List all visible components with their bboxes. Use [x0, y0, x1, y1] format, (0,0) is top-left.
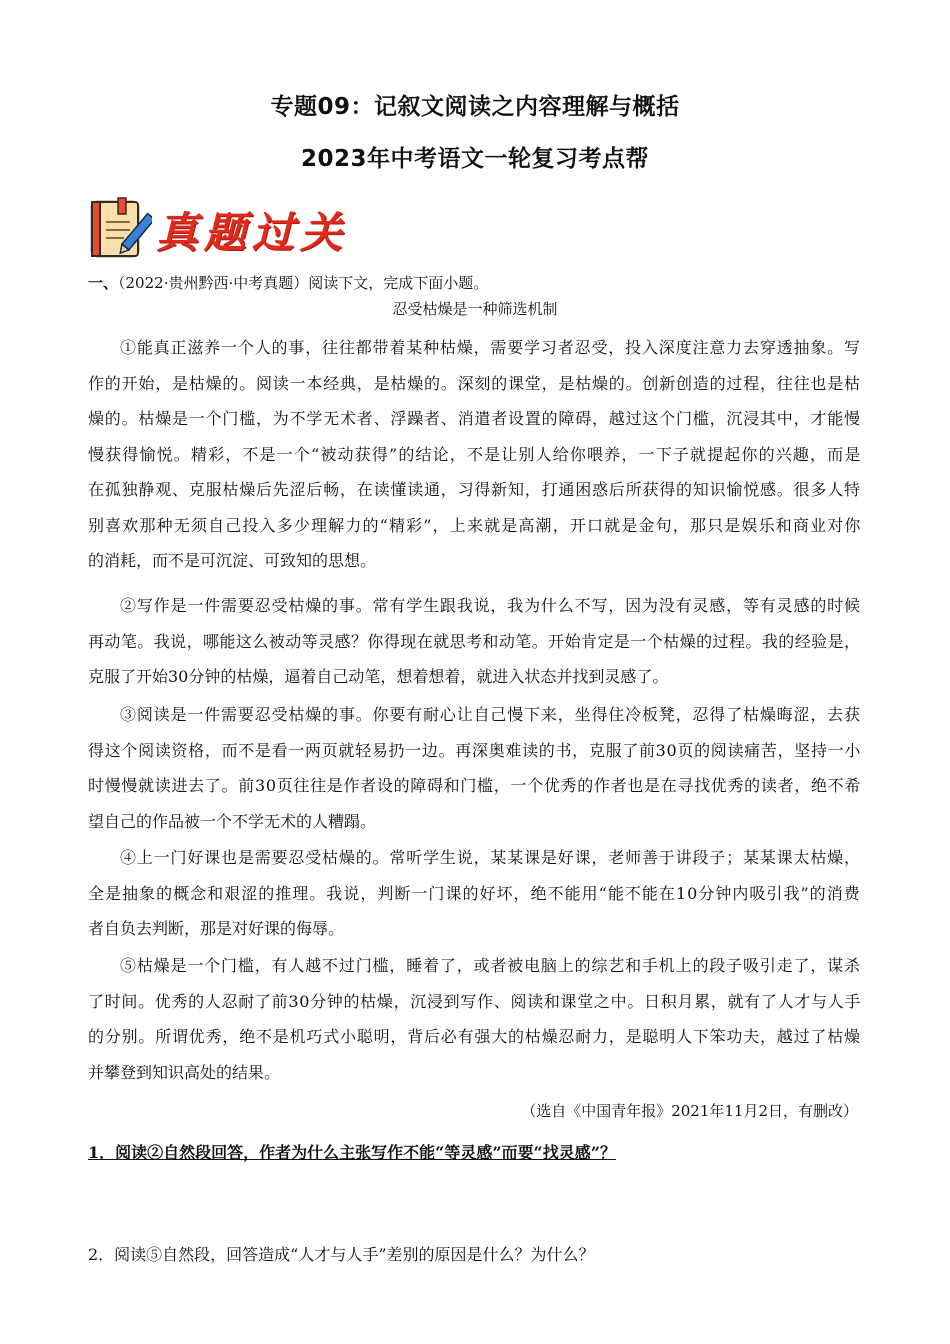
- paragraph-line: 并攀登到知识高处的结果。: [88, 1062, 281, 1082]
- paragraph-line: ①能真正滋养一个人的事，往往都带着某种枯燥，需要学习者忍受，投入深度注意力去穿透抽象。写: [120, 338, 861, 357]
- paragraph-line: 全是抽象的概念和艰涩的推理。我说，判断一门课的好坏，绝不能用“能不能在10分钟内吸引我”的消费: [88, 883, 861, 903]
- paragraph-line: 的消耗，而不是可沉淀、可致知的思想。: [88, 551, 377, 570]
- paragraph-line: 别喜欢那种无须自己投入多少理解力的“精彩”，上来就是高潮，开口就是金句，那只是娱乐和商业对你: [88, 515, 862, 535]
- paragraph-line: 慢获得愉悦。精彩，不是一个“被动获得”的结论，不是让别人给你喂养，一下子就提起你的兴趣，而是: [88, 444, 862, 464]
- paragraph-2: [88, 588, 860, 695]
- paragraph-5: [88, 948, 860, 1090]
- paragraph-3: [88, 697, 860, 839]
- page-title: 专题09：记叙文阅读之内容理解与概括: [270, 94, 680, 120]
- paragraph-line: 燥的。枯燥是一个门槛，为不学无术者、浮躁者、消遣者设置的障碍，越过这个门槛，沉浸其中，才能慢: [88, 409, 861, 428]
- paragraph-line: ⑤枯燥是一个门槛，有人越不过门槛，睡着了，或者被电脑上的综艺和手机上的段子吸引走了，谋杀: [120, 956, 861, 975]
- notebook-pencil-icon: [86, 196, 152, 260]
- paragraph-line: 克服了开始30分钟的枯燥，逼着自己动笔，想着想着，就进入状态并找到灵感了。: [88, 667, 669, 686]
- paragraph-line: ③阅读是一件需要忍受枯燥的事。你要有耐心让自己慢下来，坐得住冷板凳，忍得了枯燥晦涩，去获: [120, 705, 861, 724]
- intro-text: （2022·贵州黔西·中考真题）阅读下文，完成下面小题。: [118, 274, 489, 292]
- paragraph-line: 得这个阅读资格，而不是看一两页就轻易扔一边。再深奥难读的书，克服了前30页的阅读痛苦，坚持一小: [88, 740, 862, 760]
- paragraph-line: 的分别。所谓优秀，绝不是机巧式小聪明，背后必有强大的枯燥忍耐力，是聪明人下笨功夫，越过了枯燥: [88, 1027, 861, 1046]
- paragraph-line: 时慢慢就读进去了。前30页往往是作者设的障碍和门槛，一个优秀的作者也是在寻找优秀的读者，绝不希: [88, 776, 862, 795]
- question-2: 2．阅读⑤自然段，回答造成“人才与人手”差别的原因是什么？为什么？: [88, 1245, 595, 1264]
- question-1: 1．阅读②自然段回答，作者为什么主张写作不能“等灵感”而要“找灵感”？: [88, 1143, 616, 1162]
- paragraph-line: 作的开始，是枯燥的。阅读一本经典，是枯燥的。深刻的课堂，是枯燥的。创新创造的过程，往往也是枯: [88, 373, 861, 393]
- paragraph-line: 者自负去判断，那是对好课的侮辱。: [88, 919, 345, 938]
- banner-text: 真题过关: [156, 208, 349, 257]
- intro-number: 一、: [88, 274, 119, 292]
- paragraph-line: ②写作是一件需要忍受枯燥的事。常有学生跟我说，我为什么不写，因为没有灵感，等有灵感的时候: [120, 596, 861, 615]
- paragraph-line: 在孤独静观、克服枯燥后先涩后畅，在读懂读通，习得新知，打通困惑后所获得的知识愉悦感。很多人特: [88, 480, 861, 499]
- article-title: 忍受枯燥是一种筛选机制: [392, 300, 558, 318]
- question-intro: [88, 272, 488, 293]
- paragraph-1: [88, 330, 860, 579]
- paragraph-4: [88, 840, 860, 947]
- section-banner: [86, 196, 349, 260]
- paragraph-line: 再动笔。我说，哪能这么被动等灵感？你得现在就思考和动笔。开始肯定是一个枯燥的过程。我的经验是，: [88, 631, 861, 651]
- paragraph-line: 望自己的作品被一个不学无术的人糟蹋。: [88, 811, 377, 831]
- page-subtitle: 2023年中考语文一轮复习考点帮: [300, 146, 649, 172]
- article-source: （选自《中国青年报》2021年11月2日，有删改）: [521, 1102, 858, 1120]
- paragraph-line: ④上一门好课也是需要忍受枯燥的。常听学生说，某某课是好课，老师善于讲段子；某某课太枯燥，: [120, 848, 861, 867]
- paragraph-line: 了时间。优秀的人忍耐了前30分钟的枯燥，沉浸到写作、阅读和课堂之中。日积月累，就有了人才与人手: [88, 991, 862, 1011]
